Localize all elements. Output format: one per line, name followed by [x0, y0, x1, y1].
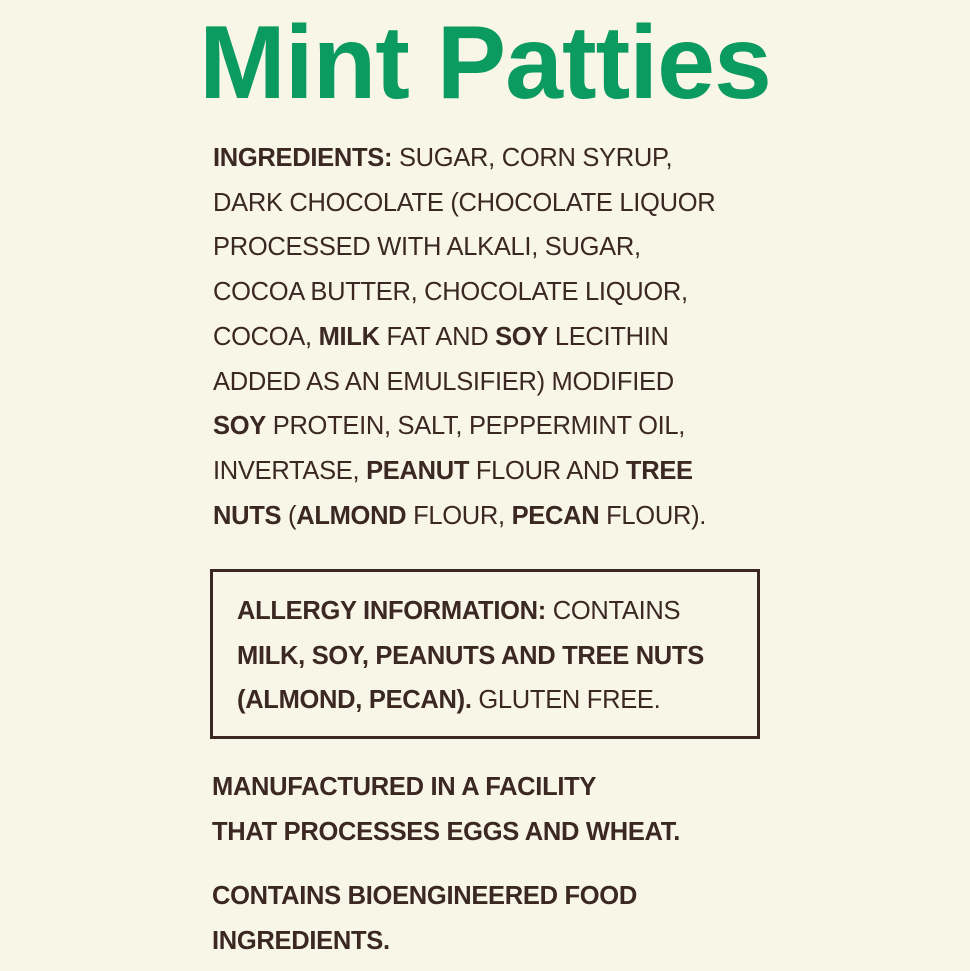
bold-text: INGREDIENTS. — [212, 926, 390, 955]
ingredients-line — [213, 404, 715, 449]
text: FLOUR AND — [469, 456, 626, 485]
ingredients-list — [213, 136, 715, 538]
text: DARK CHOCOLATE (CHOCOLATE LIQUOR — [213, 188, 716, 217]
text: PROCESSED WITH ALKALI, SUGAR, — [213, 233, 641, 262]
text: FAT AND — [379, 322, 496, 351]
text: FLOUR, — [406, 501, 512, 530]
ingredients-line — [213, 360, 715, 405]
text: COCOA, — [213, 322, 319, 351]
text: ( — [281, 501, 297, 530]
bold-text: ALLERGY INFORMATION: — [237, 597, 546, 625]
bold-text: MILK — [318, 322, 380, 351]
bold-text: SOY — [495, 322, 549, 351]
bold-text: PECAN — [511, 501, 600, 530]
text: CONTAINS — [545, 597, 681, 625]
bio-line — [212, 919, 637, 964]
product-title: Mint Patties — [199, 5, 771, 121]
facility-statement — [212, 765, 680, 854]
bold-text: ALMOND — [296, 501, 407, 530]
facility-line — [212, 810, 680, 855]
text: ADDED AS AN EMULSIFIER) MODIFIED — [213, 367, 674, 396]
allergy-line — [237, 634, 704, 679]
bioengineered-statement — [212, 874, 637, 963]
text: PROTEIN, SALT, PEPPERMINT OIL, — [265, 412, 686, 441]
ingredients-line — [213, 449, 715, 494]
bold-text: NUTS — [213, 501, 282, 530]
ingredients-line — [213, 136, 715, 181]
bold-text: SOY — [213, 412, 266, 441]
text: INVERTASE, — [213, 456, 367, 485]
allergy-information-box — [210, 569, 760, 739]
text: SUGAR, CORN SYRUP, — [392, 144, 673, 172]
bold-text: THAT PROCESSES EGGS AND WHEAT. — [212, 817, 680, 846]
bold-text: TREE — [625, 456, 693, 485]
ingredients-line — [213, 225, 715, 270]
bold-text: CONTAINS BIOENGINEERED FOOD — [212, 882, 637, 910]
ingredients-line — [213, 494, 715, 539]
text: GLUTEN FREE. — [471, 686, 661, 715]
text: LECITHIN — [548, 322, 669, 351]
bold-text: MILK, SOY, PEANUTS AND TREE NUTS — [237, 641, 704, 670]
text: FLOUR). — [599, 501, 707, 530]
bold-text: MANUFACTURED IN A FACILITY — [212, 773, 597, 801]
allergy-information — [237, 589, 704, 723]
bold-text: (ALMOND, PECAN). — [237, 686, 472, 715]
allergy-line — [237, 589, 704, 634]
allergy-line — [237, 678, 704, 723]
text: COCOA BUTTER, CHOCOLATE LIQUOR, — [213, 278, 688, 307]
ingredients-line — [213, 181, 715, 226]
bold-text: INGREDIENTS: — [213, 144, 393, 172]
ingredients-line — [213, 270, 715, 315]
facility-line — [212, 765, 680, 810]
bio-line — [212, 874, 637, 919]
bold-text: PEANUT — [366, 456, 470, 485]
ingredients-line — [213, 315, 715, 360]
